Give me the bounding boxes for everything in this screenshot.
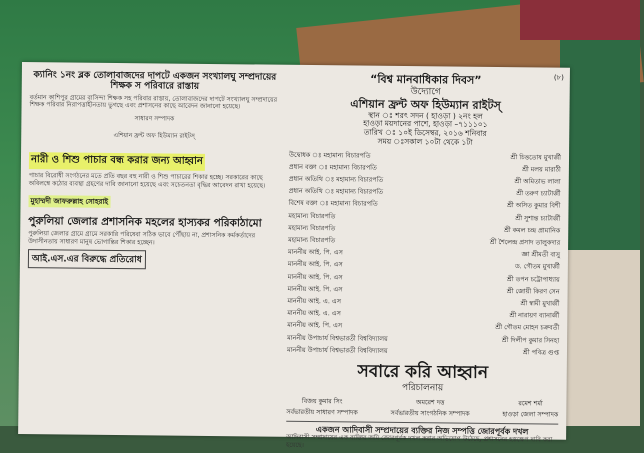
left-column (28, 70, 280, 271)
background-red-fabric (520, 0, 640, 40)
guest-role: মাননীয় উপাচার্য বিশ্বভারতী বিশ্ববিদ্যালয় (287, 333, 388, 343)
organizer-list (286, 396, 558, 421)
event-time: সময় ঃসকাল ১০টা থেকে ১টা (377, 136, 473, 147)
guest-name: শ্রী শৈলেন্দ্র প্রসাদ তালুকদার (489, 237, 561, 247)
highlighted-author: মুহাম্মদী জাফরুল্লাহ সোহরাই (28, 195, 110, 208)
guest-role: উদ্বোধক ঃ মহামান্য বিচারপতি (289, 150, 371, 160)
guest-role: মাননীয় আই. পি. এস (287, 272, 343, 281)
guest-name: ড. গৌতম মুখার্জী (514, 262, 560, 272)
event-title: “বিশ্ব মানবাধিকার দিবস” (370, 72, 482, 87)
guest-role: বিশেষ বক্তা ঃ মহামান্য বিচারপতি (288, 199, 378, 209)
article-body: বর্তমান কাশিপুর গ্রামের বাসিন্দা শিক্ষক সহ পরিবার রাস্তায়, তোলাবাজদের দাপটে সংখ্যালঘু সম্প্রদায়ের শিক্ষক পরিবার নিরাপত্তাহীনতায় ভুগছে এবং প্রশাসনের কাছে আবেদন জানানো হয়েছে। (29, 93, 278, 111)
guest-name: শ্রী সুশান্ত চ্যাটার্জী (515, 213, 561, 223)
event-subtitle: উদ্যোগে (410, 86, 441, 98)
organizer (502, 398, 558, 421)
guest-role: মহামান্য বিচারপতি (288, 235, 336, 245)
guest-role: মাননীয় আই. পি. এস (287, 260, 343, 269)
guest-name: শ্রী জোয়ী কিরণ সেন (506, 286, 560, 296)
guest-list (287, 149, 561, 359)
organizer-role: সর্বভারতীয় সাংগঠনিক সম্পাদক (390, 410, 470, 418)
guest-role: প্রধান অতিথি ঃ মহামান্য বিচারপতি (288, 174, 384, 184)
article-headline: ক্যানিং ১নং ব্লক তোলাবাজদের দাপটে একজন সংখ্যালঘু সম্প্রদায়ের শিক্ষক স পরিবারে রাস্তায় (33, 70, 277, 93)
guest-role: মহামান্য বিচারপতি (288, 223, 336, 233)
article-body-3: পুরুলিয়া জেলার গ্রামে গ্রামে সরকারি পরিষেবা সঠিক ভাবে পৌঁছায় না, প্রশাসনিক কর্মকর্তাদের উদাসীনতায় সাধারণ মানুষ ভোগান্তির শিকার হচ্ছেন। (28, 229, 256, 246)
organizer-role: সর্বভারতীয় সাধারণ সম্পাদক (286, 408, 358, 417)
guest-name: জ্ঞা শ্রীমতী বাসু (521, 250, 561, 259)
guest-name: শ্রী গৌতম মোহন চক্রবর্তী (495, 323, 560, 332)
guest-name: শ্রী অসিত কুমার বিশী (506, 201, 561, 211)
right-column (286, 73, 562, 453)
organizer-name: বিজয় কুমার সিং (301, 398, 343, 406)
organizer-role: হাওড়া জেলা সম্পাদক (502, 411, 559, 419)
guest-name: শ্রী মলয় মারাঠী (522, 165, 561, 174)
background-paper-stack (560, 250, 640, 426)
article-headline-2: পুরুলিয়া জেলার প্রশাসনিক মহলের হাস্যকর পরিকাঠামো (28, 214, 262, 230)
guest-role: মাননীয় উপাচার্য বিশ্বভারতী বিশ্ববিদ্যালয় (286, 345, 388, 355)
signature-title: সাধারণ সম্পাদক (134, 115, 175, 123)
signature-org: এশিয়ান ফ্রন্ট অফ হিউম্যান রাইটস্ (113, 132, 195, 141)
guest-name: শ্রী চিত্ততোষ মুখার্জী (510, 152, 562, 162)
boxed-heading: আই.এস.এর বিরুদ্ধে প্রতিরোধ (28, 249, 146, 269)
page-number: (৮) (553, 73, 564, 82)
event-date: তারিখ ঃ ১০ই ডিসেম্বর, ২০১৬ শনিবার (363, 127, 487, 138)
guest-role: মাননীয় আই. এ. এস (287, 308, 341, 318)
organizer (286, 396, 358, 419)
guest-role: মাননীয় আই. এ. এস (287, 296, 342, 306)
article-body-2: পাচার বিরোধী সংগঠনের মতে প্রতি বছর বহু নারী ও শিশু পাচারের শিকার হচ্ছে। সরকারের কাছে অবিলম্বে কঠোর ব্যবস্থা গ্রহণের দাবি জানানো হয়েছে এবং সচেতনতা বৃদ্ধির আবেদন রাখা হয়েছে। (28, 172, 266, 190)
guest-role: মাননীয় আই. পি. এস (287, 248, 343, 257)
guest-role: মাননীয় আই. পি. এস (287, 321, 343, 330)
call-heading: সবারে করি আহ্বান (357, 361, 489, 384)
guest-name: শ্রী কমল চন্দ্র প্রামানিক (503, 225, 561, 235)
guest-name: শ্রী স্বামী মুখার্জী (520, 299, 560, 308)
organizers-label: পরিচালনায় (402, 382, 444, 394)
guest-name: শ্রী দিলীপ কুমার সিনহা (501, 335, 560, 345)
guest-name: শ্রী তরুণ চ্যাটার্জী (516, 189, 561, 198)
guest-name: শ্রী অমিতাভ লালা (514, 177, 561, 186)
footer-body: আদিবাসী সম্প্রদায়ের এক ব্যক্তির জমি জোরপূর্বক দখল করার অভিযোগ উঠেছে, প্রশাসনের হস্তক্ষেপ দাবি করা হয়েছে। (285, 434, 553, 450)
guest-role: মাননীয় আই. পি. এস (287, 284, 343, 294)
guest-name: শ্রী তপন চট্টোপাধ্যায় (506, 274, 560, 284)
newspaper-page (18, 62, 570, 450)
organizer-name: রমেশ শর্মা (518, 400, 543, 408)
organizer (391, 397, 470, 420)
guest-role: প্রধান অতিথি ঃ মহামান্য বিচারপতি (288, 187, 384, 197)
organizer-name: অমরেশ দত্ত (416, 399, 445, 407)
guest-name: শ্রী পবিত্র গুপ্ত (522, 347, 560, 357)
guest-role: মহামান্য বিচারপতি (288, 211, 336, 220)
highlighted-heading: নারী ও শিশু পাচার বন্ধ করার জন্য আহ্বান (29, 152, 205, 171)
guest-role: প্রধান বক্তা ঃ মহামান্য বিচারপতি (288, 162, 377, 172)
guest-name: শ্রী নারায়ণ ব্যানার্জী (509, 311, 560, 320)
guest-row (287, 344, 559, 359)
footer-headline: একজন আদিবাসী সম্প্রদায়ের ব্যক্তির নিজ সম্পত্তি জোরপূর্বক দখল (315, 425, 529, 437)
event-venue: স্থান ঃ শরৎ সদন ( হাওড়া ) ২নং হল (368, 110, 483, 121)
event-organization: এশিয়ান ফ্রন্ট অফ হিউম্যান রাইটস্ (350, 97, 501, 113)
event-venue-2: হাওড়া ময়দানের পাশে, হাওড়া –৭১১১০১ (363, 118, 488, 130)
